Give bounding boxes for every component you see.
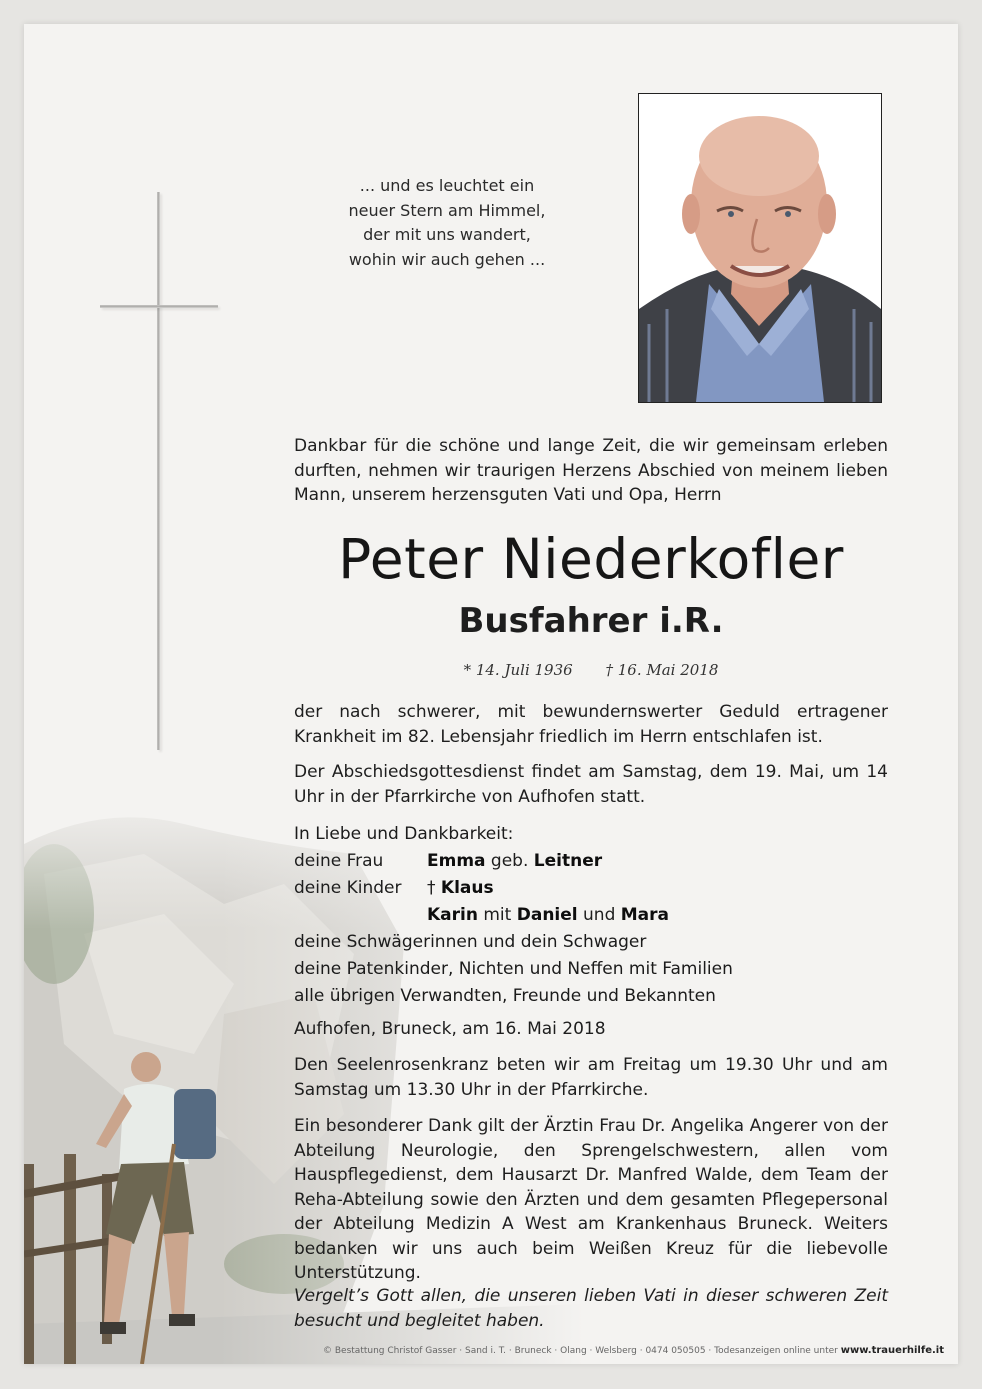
child2-name: Karin: [427, 905, 478, 925]
inlaws-line: deine Schwägerinnen und dein Schwager: [294, 932, 647, 952]
birth-date: * 14. Juli 1936: [463, 661, 573, 679]
memorial-quote: [324, 174, 570, 272]
wife-name: Emma: [427, 851, 486, 871]
wife-geb: geb.: [490, 851, 529, 871]
portrait-photo: [638, 93, 882, 403]
deceased-name: Peter Niederkofler: [338, 527, 844, 591]
child2-partner-name: Daniel: [516, 905, 578, 925]
wife-label: deine Frau: [294, 851, 384, 871]
empty-label: [294, 902, 427, 929]
wife-row: [294, 848, 888, 875]
portrait-illustration: [639, 94, 881, 402]
child1-value: [427, 875, 494, 902]
cross-vertical-bar: [157, 192, 160, 750]
footer: [294, 1345, 944, 1356]
quote-line: ... und es leuchtet ein: [359, 176, 535, 195]
child1-name: Klaus: [440, 878, 494, 898]
quote-line: neuer Stern am Himmel,: [348, 200, 546, 220]
child2-value: [427, 902, 669, 929]
thanks-paragraph: Ein besonderer Dank gilt der Ärztin Frau Dr. Angelika Angerer von der Abteilung Neurologie, den Sprengelschwestern, allen vom Hauspflegedienst, dem Hausarzt Dr. Manfred Walde, dem Team der Reha-Abteilung sowie den Ärzten und dem gesamten Pflegepersonal der Abteilung Medizin A West am Krankenhaus Bruneck. Weiters bedanken wir uns auch beim Weißen Kreuz für die liebevolle Unterstützung.: [294, 1116, 888, 1283]
child2-und: und: [583, 905, 616, 925]
footer-text: © Bestattung Christof Gasser · Sand i. T. · Bruneck · Olang · Welsberg · 0474 050505 · Todesanzeigen online unter: [323, 1346, 838, 1356]
life-dates: [294, 661, 888, 679]
grandchild-name: Mara: [620, 905, 670, 925]
service-paragraph: Der Abschiedsgottesdienst findet am Samstag, dem 19. Mai, um 14 Uhr in der Pfarrkirche von Aufhofen statt.: [294, 762, 888, 807]
child2-mit: mit: [483, 905, 512, 925]
obituary-card: [24, 24, 958, 1364]
quote-line: wohin wir auch gehen ...: [348, 249, 546, 269]
children-label: deine Kinder: [294, 878, 402, 898]
cross-symbol: †: [427, 878, 436, 898]
godchildren-line: deine Patenkinder, Nichten und Neffen mit Familien: [294, 959, 733, 979]
closing-paragraph: Vergelt’s Gott allen, die unseren lieben Vati in dieser schweren Zeit besucht und begleitet haben.: [294, 1286, 888, 1331]
others-line: alle übrigen Verwandten, Freunde und Bekannten: [294, 986, 716, 1006]
mourners-list: [294, 821, 888, 1010]
mourners-heading: In Liebe und Dankbarkeit:: [294, 824, 514, 844]
wife-maiden-name: Leitner: [533, 851, 603, 871]
wife-value: [427, 848, 602, 875]
illness-paragraph: der nach schwerer, mit bewundernswerter Geduld ertragener Krankheit im 82. Lebensjahr friedlich im Herrn entschlafen ist.: [294, 702, 888, 747]
footer-link[interactable]: www.trauerhilfe.it: [840, 1345, 944, 1356]
intro-paragraph: Dankbar für die schöne und lange Zeit, die wir gemeinsam erleben durften, nehmen wir traurigen Herzens Abschied von meinem lieben Mann, unserem herzensguten Vati und Opa, Herrn: [294, 436, 888, 505]
cross-horizontal-bar: [100, 305, 218, 308]
children-row: [294, 875, 888, 902]
rosary-paragraph: Den Seelenrosenkranz beten wir am Freitag um 19.30 Uhr und am Samstag um 13.30 Uhr in der Pfarrkirche.: [294, 1055, 888, 1100]
quote-line: der mit uns wandert,: [363, 225, 531, 244]
place-date: Aufhofen, Bruneck, am 16. Mai 2018: [294, 1019, 606, 1039]
death-date: † 16. Mai 2018: [605, 661, 719, 679]
deceased-occupation: Busfahrer i.R.: [458, 601, 724, 641]
children-row-2: [294, 902, 888, 929]
